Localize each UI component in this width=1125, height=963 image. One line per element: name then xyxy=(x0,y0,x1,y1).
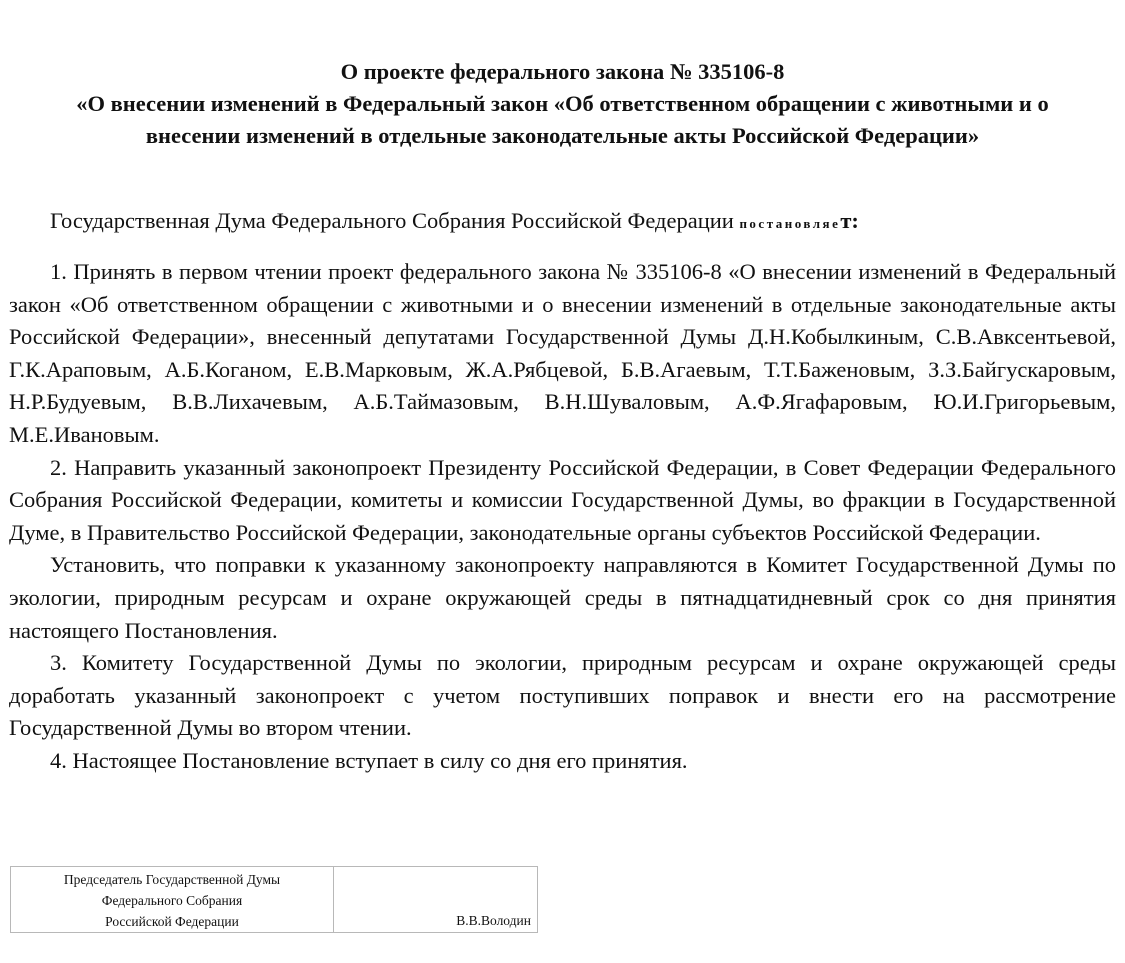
decree-word-ending: т: xyxy=(840,208,859,233)
document-title xyxy=(8,56,1117,152)
signatory-position xyxy=(11,867,334,933)
paragraph-2: 2. Направить указанный законопроект Президенту Российской Федерации, в Совет Федерации Федерального Собрания Российской Федерации, комитеты и комиссии Государственной Думы, во фракции в Государственной Думе, в Правительство Российской Федерации, законодательные органы субъектов Российской Федерации. xyxy=(9,454,1116,545)
position-line-2: Федерального Собрания xyxy=(101,893,243,908)
title-line-2: «О внесении изменений в Федеральный закон «Об ответственном обращении с животными и о xyxy=(76,91,1049,116)
position-line-3: Российской Федерации xyxy=(105,914,239,929)
paragraph-4: 4. Настоящее Постановление вступает в силу со дня его принятия. xyxy=(50,747,688,773)
paragraph-1: 1. Принять в первом чтении проект федерального закона № 335106-8 «О внесении изменений в Федеральный закон «Об ответственном обращении с животными и о внесении изменений в отдельные законодательные акты Российской Федерации», внесенный депутатами Государственной Думы Д.Н.Кобылкиным, С.В.Авксентьевой, Г.К.Араповым, А.Б.Коганом, Е.В.Марковым, Ж.А.Рябцевой, Б.В.Агаевым, Т.Т.Баженовым, З.З.Байгускаровым, Н.Р.Будуевым, В.В.Лихачевым, А.Б.Таймазовым, В.Н.Шуваловым, А.Ф.Ягафаровым, Ю.И.Григорьевым, М.Е.Ивановым. xyxy=(9,259,1116,447)
position-line-1: Председатель Государственной Думы xyxy=(63,872,281,887)
paragraph-3: 3. Комитету Государственной Думы по экологии, природным ресурсам и охране окружающей среды доработать указанный законопроект с учетом поступивших поправок и внести его на рассмотрение Государственной Думы во втором чтении. xyxy=(9,650,1116,741)
preamble xyxy=(50,205,859,240)
paragraph-amendments: Установить, что поправки к указанному законопроекту направляются в Комитет Государственной Думы по экологии, природным ресурсам и охране окружающей среды в пятнадцатидневный срок со дня принятия настоящего Постановления. xyxy=(9,552,1116,643)
decree-word: постановляе xyxy=(739,216,841,231)
resolution-body xyxy=(9,256,1116,778)
preamble-text: Государственная Дума Федерального Собрания Российской Федерации xyxy=(50,208,740,233)
title-line-1: О проекте федерального закона № 335106-8 xyxy=(340,59,785,84)
signatory-name: В.В.Володин xyxy=(334,867,538,933)
signature-block xyxy=(10,866,538,933)
title-line-3: внесении изменений в отдельные законодательные акты Российской Федерации» xyxy=(145,123,980,148)
